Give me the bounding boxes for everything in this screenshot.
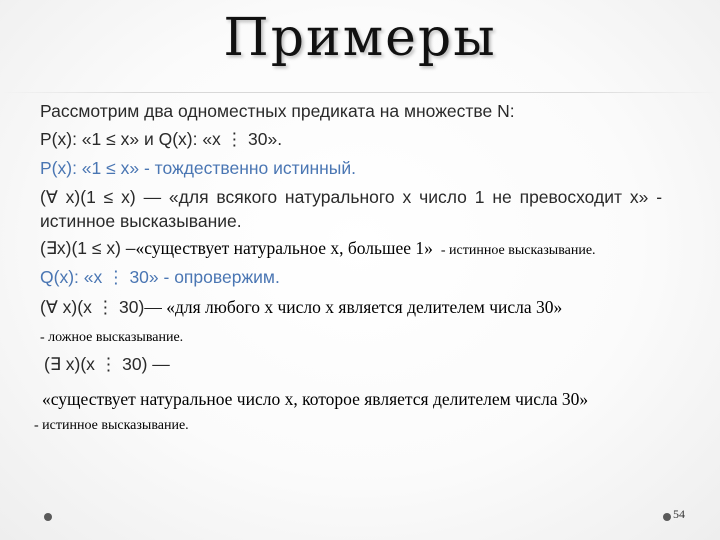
footer-bullet-left <box>44 513 52 521</box>
title-divider <box>0 92 720 93</box>
text-line-2: P(x): «1 ≤ x» и Q(x): «x ⋮ 30». <box>40 129 283 149</box>
exists-statement: «существует натуральное х, большее 1» <box>135 238 433 258</box>
text-line-4: (∀ x)(1 ≤ x) — «для всякого натурального х число 1 не превосходит х» - <box>40 187 663 207</box>
page-number: 54 <box>673 507 685 521</box>
text-line-8 <box>40 297 562 318</box>
text-line-10: (∃ x)(x ⋮ 30) — <box>44 354 170 374</box>
forall-statement: — «для любого х число х является делителем числа 30» <box>144 297 563 317</box>
footer-bullet-right <box>663 513 671 521</box>
exists-verdict: - истинное высказывание. <box>440 243 596 258</box>
text-line-5: истинное высказывание. <box>40 211 242 231</box>
text-line-1: Рассмотрим два одноместных предиката на множестве N: <box>40 101 515 121</box>
slide-title: Примеры <box>223 8 497 68</box>
exists-formula: (∃x)(1 ≤ x) – <box>40 238 136 258</box>
forall-formula: (∀ x)(x ⋮ 30) <box>40 297 145 317</box>
text-line-9: - ложное высказывание. <box>40 330 184 345</box>
text-line-7: Q(x): «x ⋮ 30» - опровержим. <box>40 267 280 287</box>
text-line-3: P(x): «1 ≤ x» - тождественно истинный. <box>40 158 357 178</box>
text-line-11: «существует натуральное число х, которое является делителем числа 30» <box>42 389 589 409</box>
text-line-12: - истинное высказывание. <box>34 418 189 433</box>
text-line-6 <box>40 238 596 259</box>
